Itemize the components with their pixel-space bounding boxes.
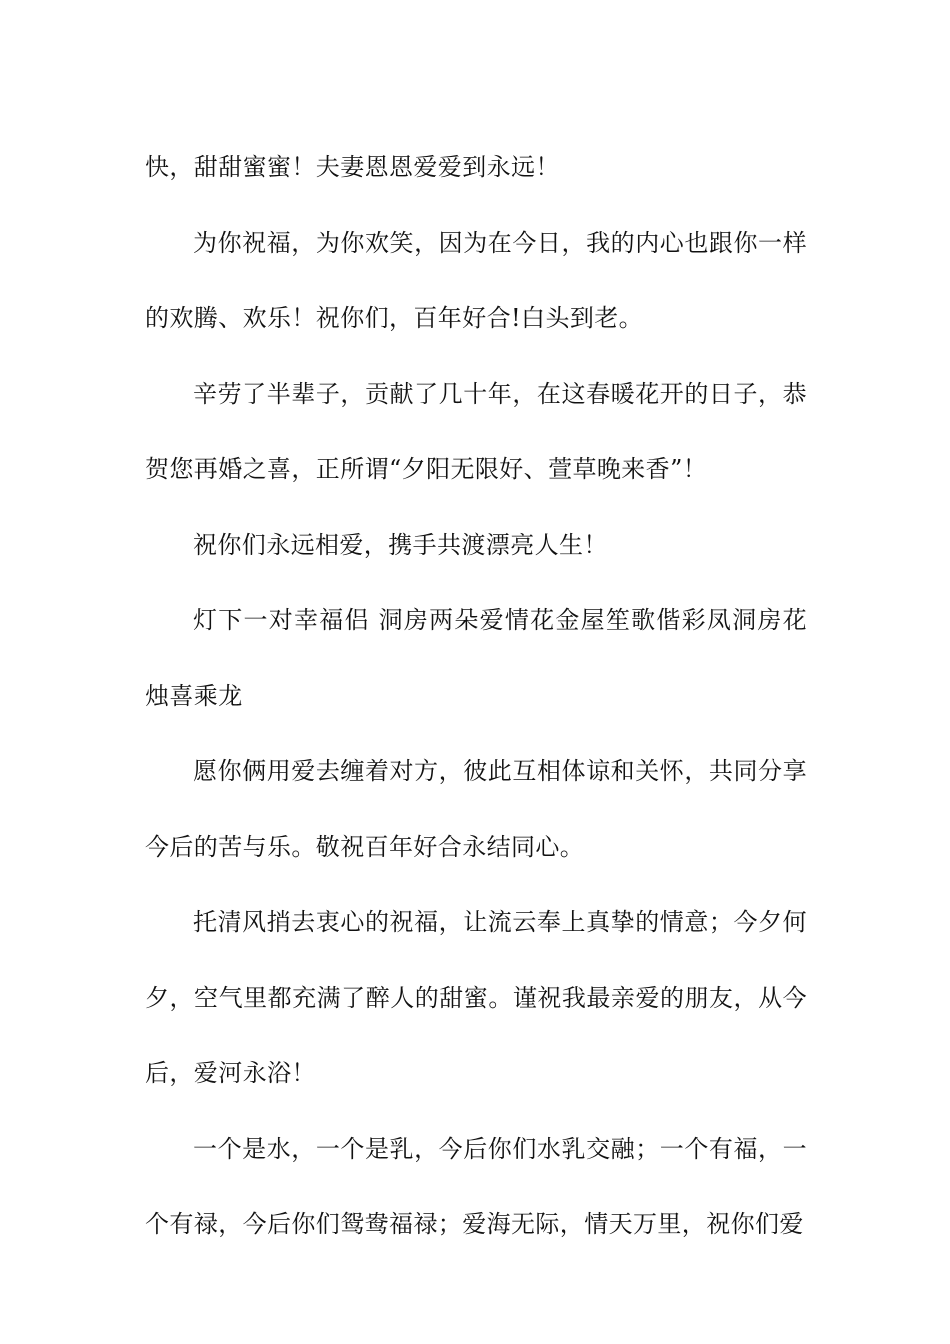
paragraph-remarriage: 辛劳了半辈子，贡献了几十年，在这春暖花开的日子，恭贺您再婚之喜，正所谓“夕阳无限好、萱草晚来香”！	[145, 379, 807, 483]
paragraph-water-milk: 一个是水，一个是乳，今后你们水乳交融；一个有福，一个有禄，今后你们鸳鸯福禄；爱海无际，情天万里，祝你们爱	[145, 1134, 807, 1238]
paragraph-breeze-blessing: 托清风捎去衷心的祝福，让流云奉上真挚的情意；今夕何夕，空气里都充满了醉人的甜蜜。谨祝我最亲爱的朋友，从今后，爱河永浴！	[145, 908, 807, 1087]
paragraph-care-each-other: 愿你俩用爱去缠着对方，彼此互相体谅和关怀，共同分享今后的苦与乐。敬祝百年好合永结同心。	[145, 757, 807, 861]
document-body	[145, 130, 807, 1263]
paragraph-forever-love: 祝你们永远相爱，携手共渡漂亮人生！	[193, 530, 608, 559]
paragraph-continuation: 快，甜甜蜜蜜！夫妻恩恩爱爱到永远！	[145, 153, 560, 181]
paragraph-blessing-smile: 为你祝福，为你欢笑，因为在今日，我的内心也跟你一样的欢腾、欢乐！祝你们，百年好合!白头到老。	[145, 228, 807, 332]
paragraph-couplet: 灯下一对幸福侣 洞房两朵爱情花金屋笙歌偕彩凤洞房花烛喜乘龙	[145, 606, 807, 710]
